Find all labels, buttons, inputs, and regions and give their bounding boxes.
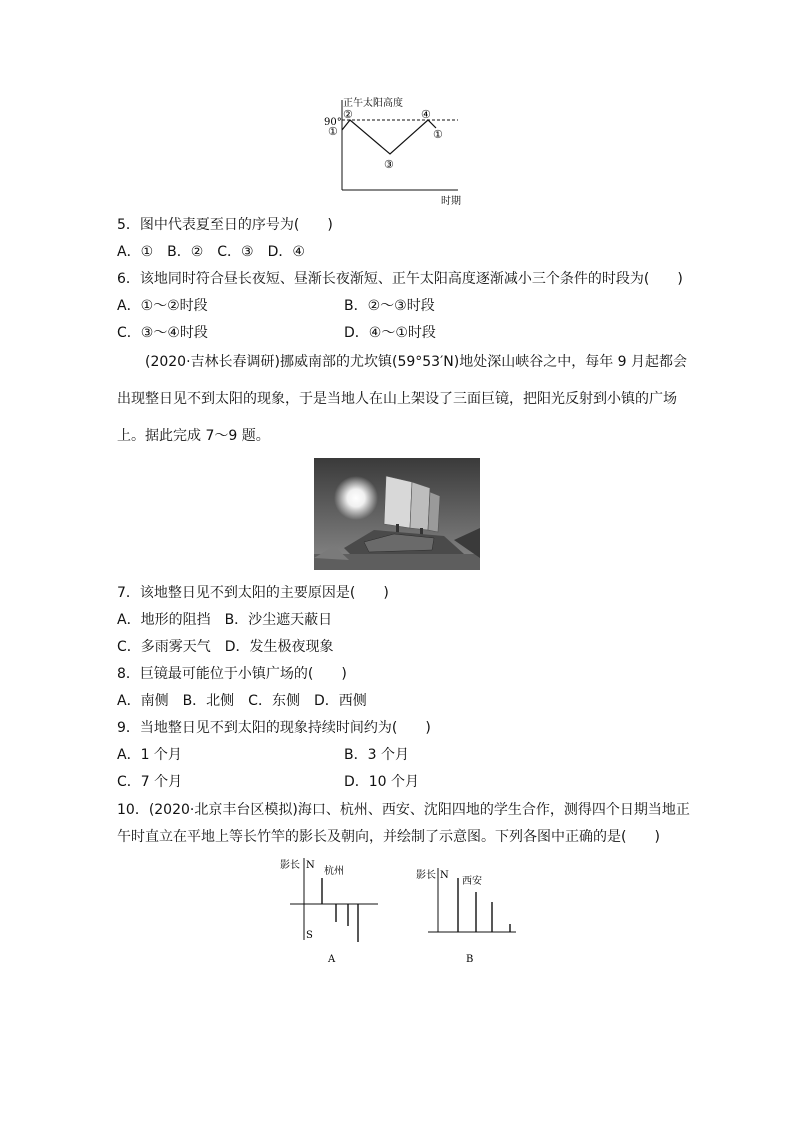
shadow-diagram-b — [414, 862, 524, 968]
fig-b-north: N — [440, 870, 449, 881]
altitude-curve — [342, 120, 436, 154]
chart-tick-90: 90° — [324, 117, 342, 128]
q6-option-c: C．③～④时段 — [117, 325, 208, 341]
q9-option-d: D．10 个月 — [344, 774, 420, 790]
fig-a-caption: A — [328, 954, 336, 965]
sun-altitude-chart — [320, 92, 470, 208]
intro-line-1: (2020·吉林长春调研)挪威南部的尤坎镇(59°53′N)地处深山峡谷之中，每年 9 月起都会 — [145, 354, 688, 370]
q10-line-2: 午时直立在平地上等长竹竿的影长及朝向，并绘制了示意图。下列各图中正确的是( ) — [117, 829, 660, 845]
q9-option-b: B．3 个月 — [344, 747, 409, 763]
q8-stem: 8．巨镜最可能位于小镇广场的( ) — [117, 666, 347, 682]
mirror-photo-graphic — [314, 458, 480, 570]
chart-xlabel: 时期 — [441, 196, 461, 207]
q7-options-row-1: A．地形的阻挡 B．沙尘遮天蔽日 — [117, 612, 333, 628]
fig-b-ylabel: 影长 — [416, 870, 436, 881]
shadow-diagram-a — [278, 852, 388, 968]
q7-stem: 7．该地整日见不到太阳的主要原因是( ) — [117, 585, 389, 601]
q6-option-b: B．②～③时段 — [344, 298, 435, 314]
intro-line-3: 上。据此完成 7～9 题。 — [117, 428, 270, 444]
q6-option-d: D．④～①时段 — [344, 325, 436, 341]
fig-a-ylabel: 影长 — [280, 860, 300, 871]
point-label-5: ① — [433, 128, 443, 141]
chart-ylabel: 正午太阳高度 — [343, 98, 403, 109]
fig-a-city: 杭州 — [324, 866, 344, 877]
q5-options: A．① B．② C．③ D．④ — [117, 244, 305, 260]
intro-line-2: 出现整日见不到太阳的现象，于是当地人在山上架设了三面巨镜，把阳光反射到小镇的广场 — [117, 391, 677, 407]
point-label-4: ④ — [421, 108, 431, 121]
q7-options-row-2: C．多雨雾天气 D．发生极夜现象 — [117, 639, 334, 655]
mirror-photo — [314, 458, 480, 570]
q9-option-a: A．1 个月 — [117, 747, 182, 763]
q9-option-c: C．7 个月 — [117, 774, 183, 790]
q6-stem: 6．该地同时符合昼长夜短、昼渐长夜渐短、正午太阳高度逐渐减小三个条件的时段为( ) — [117, 271, 683, 287]
q8-options: A．南侧 B．北侧 C．东侧 D．西侧 — [117, 693, 367, 709]
fig-b-caption: B — [466, 954, 474, 965]
fig-b-city: 西安 — [462, 876, 482, 887]
q10-line-1: 10．(2020·北京丰台区模拟)海口、杭州、西安、沈阳四地的学生合作，测得四个日期当地正 — [117, 802, 690, 818]
point-label-2: ② — [343, 108, 353, 121]
fig-a-north: N — [306, 860, 315, 871]
fig-a-south: S — [306, 930, 313, 941]
point-label-1: ① — [328, 125, 338, 138]
point-label-3: ③ — [384, 158, 394, 171]
q9-stem: 9．当地整日见不到太阳的现象持续时间约为( ) — [117, 720, 431, 736]
q6-option-a: A．①～②时段 — [117, 298, 208, 314]
q5-stem: 5．图中代表夏至日的序号为( ) — [117, 217, 333, 233]
